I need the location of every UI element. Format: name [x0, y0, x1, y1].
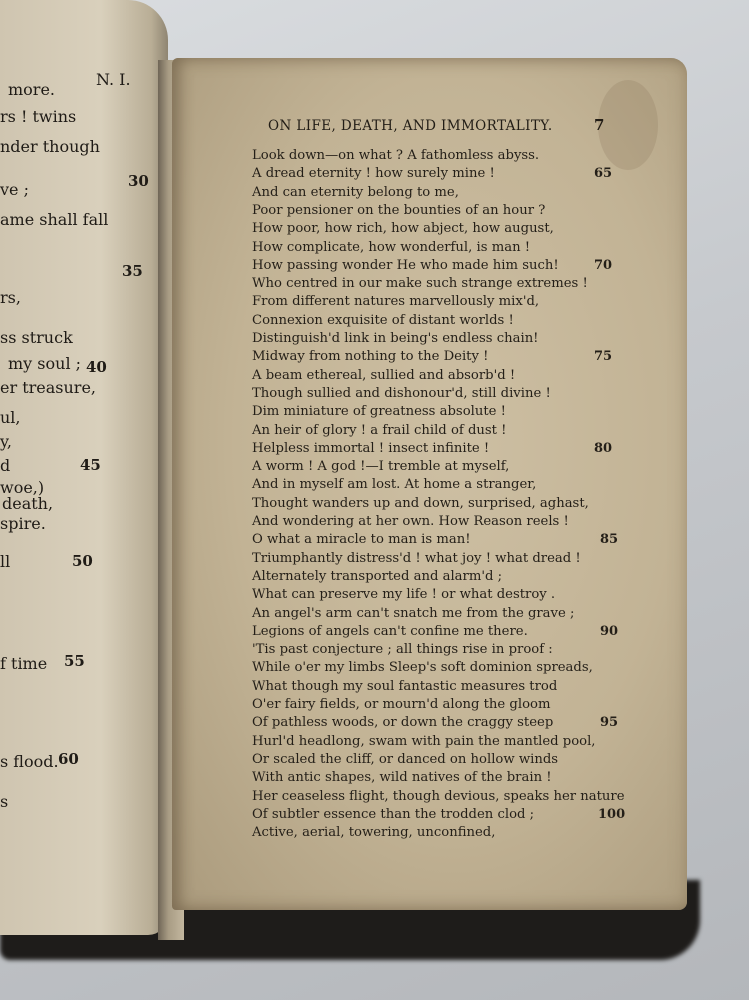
left-page-line-number: 40 [86, 358, 107, 376]
poem-line: How complicate, how wonderful, is man ! [252, 239, 531, 255]
left-page-line: f time [0, 654, 48, 673]
poem-line-number: 90 [600, 623, 619, 639]
poem-line: And can eternity belong to me, [252, 184, 459, 200]
left-page [0, 0, 168, 935]
poem-line: Or scaled the cliff, or danced on hollow winds [252, 751, 559, 767]
left-page-line: rs ! twins [0, 107, 77, 126]
left-page-line: nder though [0, 137, 100, 156]
poem-line-number: 95 [600, 715, 619, 731]
left-page-line: ll [0, 552, 11, 571]
poem-line: Connexion exquisite of distant worlds ! [252, 312, 514, 328]
poem-line: O what a miracle to man is man! [252, 532, 471, 548]
poem-line: Of subtler essence than the trodden clod ; [252, 806, 535, 822]
poem-line: Who centred in our make such strange extremes ! [252, 276, 588, 292]
poem-line: An heir of glory ! a frail child of dust ! [252, 422, 507, 438]
poem-line: 'Tis past conjecture ; all things rise in proof : [252, 642, 553, 658]
poem-line: Thought wanders up and down, surprised, aghast, [252, 495, 589, 511]
poem-line: With antic shapes, wild natives of the brain ! [252, 770, 552, 786]
left-page-line: rs, [0, 288, 21, 307]
page-stain [598, 80, 658, 170]
page-number: 7 [594, 116, 605, 134]
left-page-line: more. [8, 80, 56, 99]
poem-line: Helpless immortal ! insect infinite ! [252, 440, 490, 456]
poem-line: Active, aerial, towering, unconfined, [252, 825, 496, 841]
poem-line: While o'er my limbs Sleep's soft dominion spreads, [252, 660, 593, 676]
poem-line: From different natures marvellously mix'd, [252, 294, 540, 310]
poem-line-number: 70 [594, 257, 613, 273]
left-page-line: s [0, 792, 9, 811]
left-page-line-number: 55 [64, 652, 85, 670]
poem-line: How passing wonder He who made him such! [252, 257, 559, 273]
left-page-line: d [0, 456, 11, 475]
poem-line: Of pathless woods, or down the craggy steep [252, 715, 554, 731]
poem-line: And in myself am lost. At home a stranger, [252, 477, 537, 493]
left-page-line: woe,) [0, 478, 45, 497]
left-page-line-number: 45 [80, 456, 101, 474]
poem-line: Poor pensioner on the bounties of an hour ? [252, 202, 546, 218]
poem-line: O'er fairy fields, or mourn'd along the gloom [252, 697, 551, 712]
poem-line: What though my soul fantastic measures trod [252, 678, 558, 694]
poem-line: Dim miniature of greatness absolute ! [252, 404, 506, 420]
poem-line: What can preserve my life ! or what destroy . [252, 587, 556, 603]
poem-line: Look down—on what ? A fathomless abyss. [252, 148, 540, 163]
left-page-line: ss struck [0, 328, 73, 347]
left-page-line: y, [0, 432, 12, 451]
left-page-line: death, [2, 494, 54, 513]
left-page-line-number: 35 [122, 262, 143, 280]
left-page-line: N. I. [96, 70, 131, 89]
left-page-line: ul, [0, 408, 21, 427]
poem-line: A beam ethereal, sullied and absorb'd ! [252, 367, 516, 383]
left-page-line: er treasure, [0, 378, 97, 397]
poem-line: Her ceaseless flight, though devious, speaks her nature [252, 788, 625, 804]
left-page-line: my soul ; [8, 354, 82, 373]
poem-line: Though sullied and dishonour'd, still divine ! [252, 385, 551, 401]
left-page-line-number: 50 [72, 552, 93, 570]
poem-line-number: 100 [598, 806, 626, 822]
left-page-line: s flood. [0, 752, 59, 771]
poem-line: A worm ! A god !—I tremble at myself, [252, 459, 510, 475]
poem-line-number: 65 [594, 166, 613, 182]
poem-line: Legions of angels can't confine me there. [252, 623, 528, 639]
poem-line: And wondering at her own. How Reason reels ! [252, 514, 569, 529]
poem-line: Hurl'd headlong, swam with pain the mantled pool, [252, 733, 596, 749]
left-page-line: ame shall fall [0, 210, 109, 229]
running-header: ON LIFE, DEATH, AND IMMORTALITY. [268, 118, 553, 134]
poem-line: A dread eternity ! how surely mine ! [252, 166, 495, 182]
poem-line: An angel's arm can't snatch me from the grave ; [252, 605, 575, 621]
left-page-line-number: 60 [58, 750, 79, 768]
poem-line: Alternately transported and alarm'd ; [252, 568, 503, 584]
poem-line-number: 80 [594, 440, 613, 456]
left-page-line: ve ; [0, 180, 29, 199]
poem-line: Triumphantly distress'd ! what joy ! what dread ! [252, 550, 581, 566]
poem-line-number: 85 [600, 532, 619, 548]
poem-line: Midway from nothing to the Deity ! [252, 349, 489, 365]
poem-line: How poor, how rich, how abject, how august, [252, 221, 554, 237]
poem-line-number: 75 [594, 349, 613, 365]
left-page-line-number: 30 [128, 172, 149, 190]
poem-line: Distinguish'd link in being's endless chain! [252, 331, 539, 346]
left-page-line: spire. [0, 514, 46, 533]
